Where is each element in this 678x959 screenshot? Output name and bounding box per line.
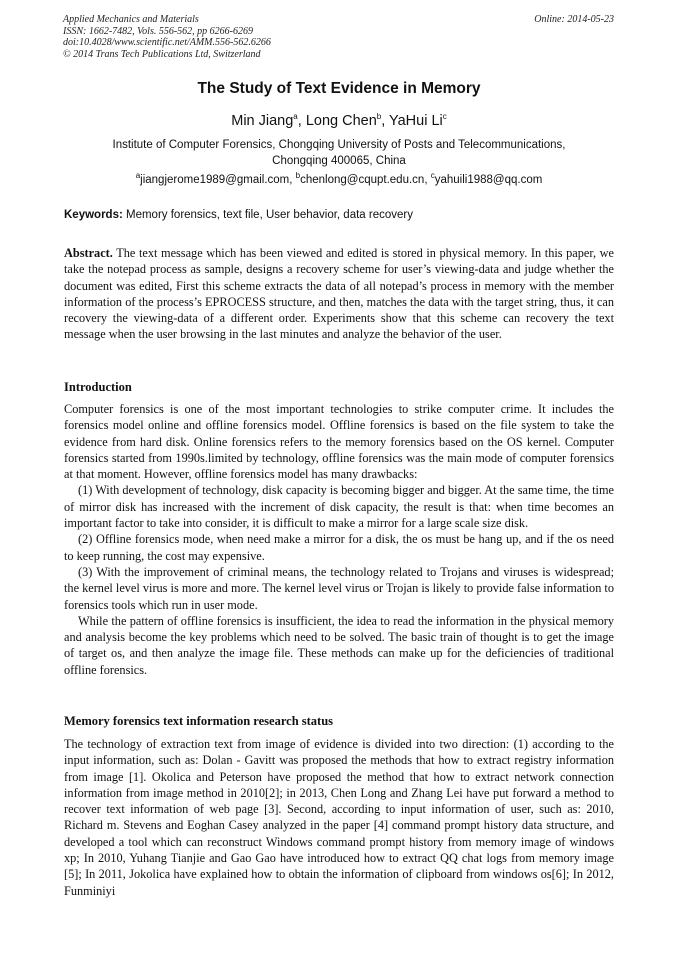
issn-line: ISSN: 1662-7482, Vols. 556-562, pp 6266-6269 <box>63 25 253 37</box>
affiliation <box>70 137 608 169</box>
author-list: Min Jiang$^a$, Long Chen$^b$, YaHui Li$^c$ <box>231 112 447 129</box>
paragraph: (2) Offline forensics mode, when need make a mirror for a disk, the os must be hang up, and if the os need to keep running, the cost may expensive. <box>64 532 614 563</box>
email-address: jiangjerome1989@gmail.com <box>140 174 290 186</box>
keywords-label: Keywords: <box>64 209 123 221</box>
author-name: Min Jiang <box>231 113 294 129</box>
email-sup: b <box>295 171 301 181</box>
email-sup: c <box>430 171 435 181</box>
paragraph: While the pattern of offline forensics is insufficient, the idea to read the information in the physical memory and analysis become the key problems which need to be solved. The basic train of thought is to get the image of target os, and then analyze the image file. These methods can make up for the deficiencies of traditional offline forensics. <box>64 613 614 677</box>
author-sup: a <box>293 112 298 122</box>
copyright-line: © 2014 Trans Tech Publications Ltd, Switzerland <box>63 48 261 60</box>
online-date: Online: 2014-05-23 <box>534 14 614 25</box>
paragraph: The technology of extraction text from image of evidence is divided into two direction: (1) according to the input information, such as: Dolan - Gavitt was proposed the methods that how to extract registry information from image [1]. Okolica and Peterson have proposed the method that how to extract network connection information from image method in 2010[2]; in 2013, Chen Long and Zhang Lei have put forward a method to recover text information of web page [3]. Second, according to input information of user, such as: 2010, Richard m. Stevens and Eoghan Casey analyzed in the paper [4] command prompt history data structure, and developed a tool which can reconstruct Windows command prompt history from memory image of windows xp; In 2010, Yuhang Tianjie and Gao Gao have introduced how to extract QQ chat logs from memory image [5]; In 2011, Jokolica have explained how to obtain the information of clipboard from windows os[6]; In 2012, Funminiyi <box>64 737 614 898</box>
section-heading-introduction: Introduction <box>64 380 132 394</box>
section-heading-research-status: Memory forensics text information research status <box>64 714 334 728</box>
paragraph: Computer forensics is one of the most important technologies to strike computer crime. It includes the forensics model online and offline forensics model. Offline forensics is based on the file system to take the evidence from hard disk. Online forensics refers to the memory forensics based on the OS kernel. Computer forensics started from 1990s.limited by technology, offline forensics was the main mode of computer forensics at that moment. However, offline forensics model has many drawbacks: <box>64 402 614 482</box>
affiliation-line-1: Institute of Computer Forensics, Chongqing University of Posts and Telecommunications, <box>112 139 566 151</box>
doi-line: doi:10.4028/www.scientific.net/AMM.556-562.6266 <box>63 37 271 48</box>
paragraph: (3) With the improvement of criminal means, the technology related to Trojans and viruses is widespread; the kernel level virus is more and more. The kernel level virus or Trojan is likely to provide false information to forensics tools which run in user mode. <box>64 564 614 612</box>
author-sup: c <box>442 112 447 122</box>
journal-metadata <box>63 14 271 60</box>
abstract-text: The text message which has been viewed and edited is stored in physical memory. In this paper, we take the notepad process as sample, designs a recovery scheme for user’s viewing-data and judge whether the document was edited, First this scheme extracts the data of all notepad’s process in memory with the member information of the process’s EPROCESS structure, and then, matches the data with the target string, thus, it can recovery the viewing-data of a different order. Experiments show that this scheme can recovery the text message when the user browsing in the last minutes and analyze the behavior of the user. <box>64 246 614 342</box>
keywords <box>64 209 413 221</box>
affiliation-line-2: Chongqing 400065, China <box>272 155 406 167</box>
email-address: chenlong@cqupt.edu.cn <box>300 174 425 186</box>
author-sup: b <box>376 112 382 122</box>
author-name: YaHui Li <box>389 113 443 129</box>
introduction-body <box>64 401 614 678</box>
abstract-label: Abstract. <box>64 246 113 260</box>
keywords-text: Memory forensics, text file, User behavior, data recovery <box>126 209 413 221</box>
journal-name: Applied Mechanics and Materials <box>63 14 199 25</box>
paper-title: The Study of Text Evidence in Memory <box>197 80 481 97</box>
email-address: yahuili1988@qq.com <box>434 174 543 186</box>
email-list: $^a$jiangjerome1989@gmail.com, $^b$chenlong@cqupt.edu.cn, $^c$yahuili1988@qq.com <box>135 171 543 186</box>
abstract <box>64 245 614 343</box>
author-name: Long Chen <box>305 113 377 129</box>
email-sup: a <box>135 171 141 181</box>
paragraph: (1) With development of technology, disk capacity is becoming bigger and bigger. At the same time, the time of mirror disk has increased with the increment of disk capacity, the result is that: when time becomes an important factor to take into consider, it is difficult to make a mirror for a large scale size disk. <box>64 483 614 531</box>
